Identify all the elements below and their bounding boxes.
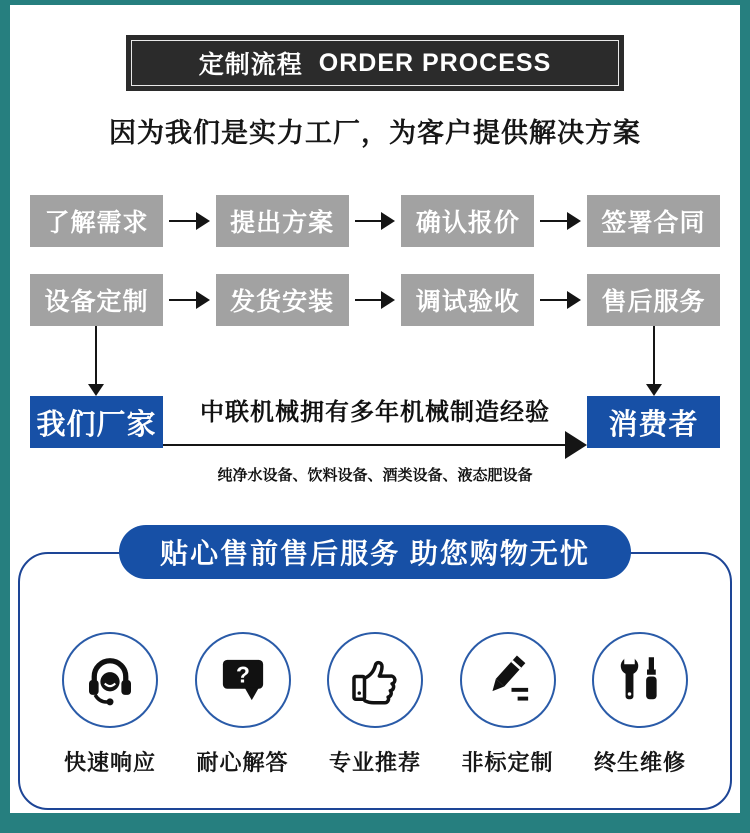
order-process-page: [10, 5, 740, 813]
service-label: 快速响应: [63, 750, 156, 775]
service-circle: [460, 632, 556, 728]
pencil-icon: [480, 652, 536, 708]
section-title-en: ORDER PROCESS: [318, 48, 552, 77]
arrow-right-icon: [349, 212, 402, 230]
service-panel-box: [18, 552, 732, 810]
arrow-right-icon: [534, 291, 587, 309]
service-label: 专业推荐: [328, 750, 421, 775]
headset-icon: [82, 652, 138, 708]
flow-row-1: [30, 195, 720, 247]
bridge-tagline: 中联机械拥有多年机械制造经验: [200, 399, 550, 426]
flow-connectors: [30, 326, 720, 396]
section-header-inner: [131, 40, 619, 86]
service-item-pro-recommend: [311, 632, 439, 777]
flow-step-ship-install: 发货安装: [216, 274, 349, 326]
thumbs-up-icon: [347, 652, 403, 708]
service-circle: [195, 632, 291, 728]
flow-step-sign-contract: 签署合同: [587, 195, 720, 247]
section-title-cn: 定制流程: [198, 51, 303, 79]
bridge-middle: [163, 396, 587, 484]
arrow-right-icon: [163, 431, 587, 459]
node-our-factory: 我们厂家: [30, 396, 163, 448]
chat-question-icon: [215, 652, 271, 708]
service-circle: [592, 632, 688, 728]
bridge-products: 纯净水设备、饮料设备、酒类设备、液态肥设备: [217, 467, 533, 484]
flow-step-confirm-quote: 确认报价: [401, 195, 534, 247]
service-panel: [18, 538, 732, 810]
arrow-right-icon: [163, 212, 216, 230]
section-header-bar: [126, 35, 624, 91]
flow-step-equipment-custom: 设备定制: [30, 274, 163, 326]
node-consumer: 消费者: [587, 396, 720, 448]
flow-step-after-sale: 售后服务: [587, 274, 720, 326]
flow-step-debug-accept: 调试验收: [401, 274, 534, 326]
arrow-right-icon: [534, 212, 587, 230]
service-item-custom-design: [444, 632, 572, 777]
arrow-right-icon: [163, 291, 216, 309]
arrow-down-icon: [88, 326, 104, 396]
flow-step-propose-plan: 提出方案: [216, 195, 349, 247]
service-circle: [62, 632, 158, 728]
bridge-row: [30, 396, 720, 484]
service-item-fast-response: [46, 632, 174, 777]
service-label: 非标定制: [461, 750, 554, 775]
service-item-lifetime-repair: [576, 632, 704, 777]
flow-row-2: [30, 274, 720, 326]
service-banner: 贴心售前售后服务 助您购物无忧: [119, 525, 631, 579]
service-item-patient-answers: [179, 632, 307, 777]
flow-step-understand-needs: 了解需求: [30, 195, 163, 247]
service-label: 耐心解答: [196, 750, 289, 775]
tools-icon: [612, 652, 668, 708]
arrow-right-icon: [349, 291, 402, 309]
service-label: 终生维修: [593, 750, 686, 775]
svg-text:?: ?: [235, 661, 250, 688]
service-circle: [327, 632, 423, 728]
service-items: [20, 554, 730, 777]
section-subtitle: 因为我们是实力工厂，为客户提供解决方案: [109, 118, 641, 148]
arrow-down-icon: [646, 326, 662, 396]
